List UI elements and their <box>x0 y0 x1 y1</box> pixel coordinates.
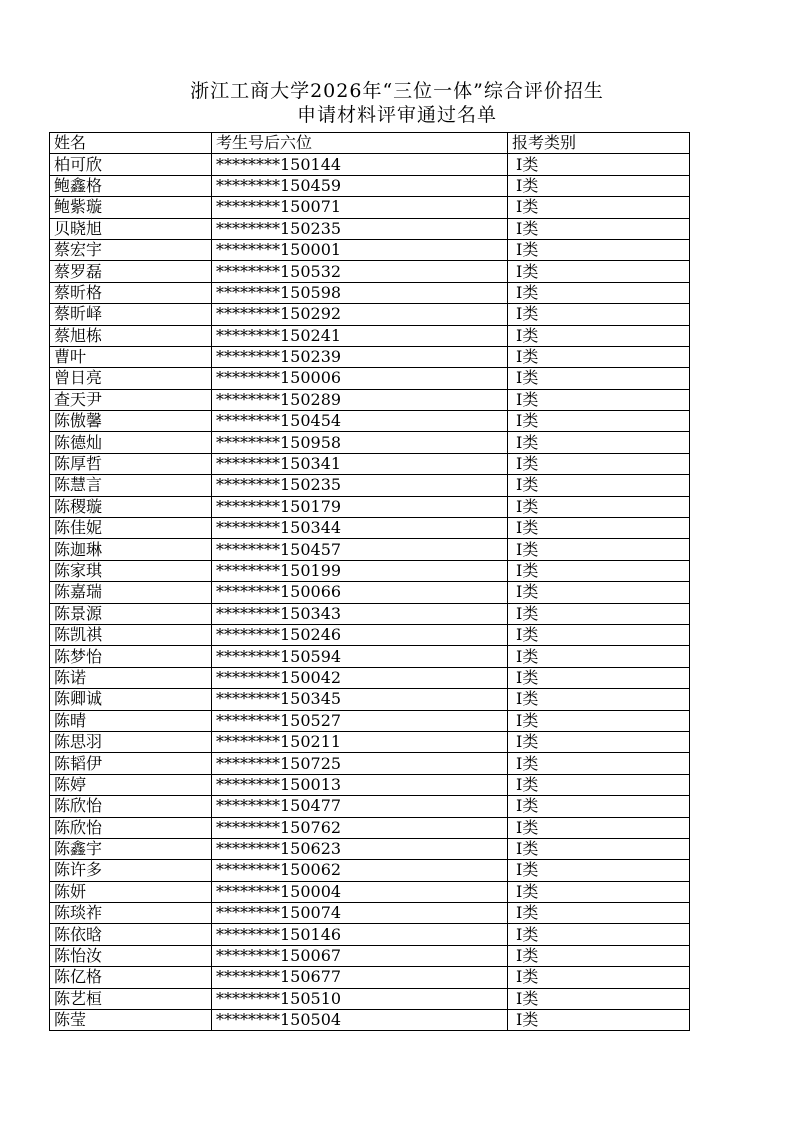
student-name-cell: 陈景源 <box>50 603 212 624</box>
table-row <box>50 389 690 410</box>
exam-id-cell: ********150457 <box>212 539 508 560</box>
student-name-cell: 陈佳妮 <box>50 518 212 539</box>
category-cell: Ⅰ类 <box>508 496 690 517</box>
exam-id-cell: ********150067 <box>212 945 508 966</box>
category-cell: Ⅰ类 <box>508 432 690 453</box>
student-name-cell: 蔡罗磊 <box>50 261 212 282</box>
category-cell: Ⅰ类 <box>508 411 690 432</box>
category-cell: Ⅰ类 <box>508 967 690 988</box>
student-name-cell: 鲍紫璇 <box>50 197 212 218</box>
table-row <box>50 903 690 924</box>
table-row <box>50 667 690 688</box>
category-cell: Ⅰ类 <box>508 346 690 367</box>
category-cell: Ⅰ类 <box>508 218 690 239</box>
table-row <box>50 945 690 966</box>
exam-id-cell: ********150074 <box>212 903 508 924</box>
exam-id-cell: ********150001 <box>212 239 508 260</box>
category-cell: Ⅰ类 <box>508 282 690 303</box>
header-category: 报考类别 <box>508 133 690 154</box>
category-cell: Ⅰ类 <box>508 518 690 539</box>
table-row <box>50 796 690 817</box>
table-row <box>50 1010 690 1031</box>
student-name-cell: 陈思羽 <box>50 731 212 752</box>
exam-id-cell: ********150459 <box>212 175 508 196</box>
exam-id-cell: ********150527 <box>212 710 508 731</box>
table-row <box>50 304 690 325</box>
student-name-cell: 陈厚哲 <box>50 453 212 474</box>
table-row <box>50 346 690 367</box>
exam-id-cell: ********150179 <box>212 496 508 517</box>
student-name-cell: 查天尹 <box>50 389 212 410</box>
exam-id-cell: ********150504 <box>212 1010 508 1031</box>
exam-id-cell: ********150289 <box>212 389 508 410</box>
exam-id-cell: ********150343 <box>212 603 508 624</box>
category-cell: Ⅰ类 <box>508 261 690 282</box>
exam-id-cell: ********150246 <box>212 624 508 645</box>
category-cell: Ⅰ类 <box>508 710 690 731</box>
category-cell: Ⅰ类 <box>508 774 690 795</box>
exam-id-cell: ********150071 <box>212 197 508 218</box>
exam-id-cell: ********150013 <box>212 774 508 795</box>
category-cell: Ⅰ类 <box>508 475 690 496</box>
student-name-cell: 柏可欣 <box>50 154 212 175</box>
category-cell: Ⅰ类 <box>508 838 690 859</box>
exam-id-cell: ********150477 <box>212 796 508 817</box>
document-subtitle: 申请材料评审通过名单 <box>296 104 497 126</box>
exam-id-cell: ********150144 <box>212 154 508 175</box>
category-cell: Ⅰ类 <box>508 368 690 389</box>
exam-id-cell: ********150239 <box>212 346 508 367</box>
exam-id-cell: ********150235 <box>212 218 508 239</box>
table-row <box>50 282 690 303</box>
student-name-cell: 陈婷 <box>50 774 212 795</box>
category-cell: Ⅰ类 <box>508 603 690 624</box>
table-row <box>50 218 690 239</box>
table-row <box>50 261 690 282</box>
table-row <box>50 860 690 881</box>
table-row <box>50 432 690 453</box>
exam-id-cell: ********150066 <box>212 582 508 603</box>
header-exam-id: 考生号后六位 <box>212 133 508 154</box>
student-name-cell: 陈鑫宇 <box>50 838 212 859</box>
student-name-cell: 陈德灿 <box>50 432 212 453</box>
student-name-cell: 曾日亮 <box>50 368 212 389</box>
student-name-cell: 陈梦怡 <box>50 646 212 667</box>
exam-id-cell: ********150062 <box>212 860 508 881</box>
student-name-cell: 陈晴 <box>50 710 212 731</box>
category-cell: Ⅰ类 <box>508 731 690 752</box>
category-cell: Ⅰ类 <box>508 304 690 325</box>
category-cell: Ⅰ类 <box>508 817 690 838</box>
table-body <box>50 154 690 1031</box>
student-name-cell: 陈嘉瑞 <box>50 582 212 603</box>
category-cell: Ⅰ类 <box>508 646 690 667</box>
student-name-cell: 陈艺桓 <box>50 988 212 1009</box>
student-name-cell: 蔡昕峄 <box>50 304 212 325</box>
student-name-cell: 蔡宏宇 <box>50 239 212 260</box>
table-row <box>50 710 690 731</box>
exam-id-cell: ********150725 <box>212 753 508 774</box>
table-row <box>50 582 690 603</box>
student-name-cell: 陈慧言 <box>50 475 212 496</box>
category-cell: Ⅰ类 <box>508 175 690 196</box>
table-row <box>50 239 690 260</box>
category-cell: Ⅰ类 <box>508 1010 690 1031</box>
student-name-cell: 陈稷璇 <box>50 496 212 517</box>
category-cell: Ⅰ类 <box>508 539 690 560</box>
student-name-cell: 鲍鑫格 <box>50 175 212 196</box>
exam-id-cell: ********150146 <box>212 924 508 945</box>
category-cell: Ⅰ类 <box>508 624 690 645</box>
student-name-cell: 蔡旭栋 <box>50 325 212 346</box>
student-name-cell: 陈许多 <box>50 860 212 881</box>
table-row <box>50 325 690 346</box>
student-name-cell: 陈妍 <box>50 881 212 902</box>
student-name-cell: 陈卿诚 <box>50 689 212 710</box>
table-row <box>50 624 690 645</box>
exam-id-cell: ********150341 <box>212 453 508 474</box>
table-row <box>50 411 690 432</box>
student-name-cell: 陈韬伊 <box>50 753 212 774</box>
category-cell: Ⅰ类 <box>508 753 690 774</box>
admission-list-table <box>49 132 690 1031</box>
student-name-cell: 蔡昕格 <box>50 282 212 303</box>
category-cell: Ⅰ类 <box>508 560 690 581</box>
exam-id-cell: ********150292 <box>212 304 508 325</box>
table-header-row <box>50 133 690 154</box>
category-cell: Ⅰ类 <box>508 860 690 881</box>
student-name-cell: 陈凯祺 <box>50 624 212 645</box>
table-row <box>50 817 690 838</box>
exam-id-cell: ********150677 <box>212 967 508 988</box>
exam-id-cell: ********150762 <box>212 817 508 838</box>
table-row <box>50 368 690 389</box>
header-name: 姓名 <box>50 133 212 154</box>
student-name-cell: 陈诺 <box>50 667 212 688</box>
student-name-cell: 陈欣怡 <box>50 796 212 817</box>
table-row <box>50 881 690 902</box>
student-name-cell: 贝晓旭 <box>50 218 212 239</box>
table-row <box>50 518 690 539</box>
category-cell: Ⅰ类 <box>508 945 690 966</box>
student-name-cell: 陈琰祚 <box>50 903 212 924</box>
student-name-cell: 陈莹 <box>50 1010 212 1031</box>
category-cell: Ⅰ类 <box>508 154 690 175</box>
exam-id-cell: ********150598 <box>212 282 508 303</box>
exam-id-cell: ********150211 <box>212 731 508 752</box>
table-row <box>50 560 690 581</box>
student-name-cell: 陈家琪 <box>50 560 212 581</box>
exam-id-cell: ********150594 <box>212 646 508 667</box>
exam-id-cell: ********150344 <box>212 518 508 539</box>
table-row <box>50 924 690 945</box>
table-row <box>50 753 690 774</box>
category-cell: Ⅰ类 <box>508 582 690 603</box>
student-name-cell: 陈依晗 <box>50 924 212 945</box>
exam-id-cell: ********150510 <box>212 988 508 1009</box>
exam-id-cell: ********150623 <box>212 838 508 859</box>
table-row <box>50 838 690 859</box>
student-name-cell: 曹叶 <box>50 346 212 367</box>
exam-id-cell: ********150958 <box>212 432 508 453</box>
student-name-cell: 陈亿格 <box>50 967 212 988</box>
category-cell: Ⅰ类 <box>508 988 690 1009</box>
category-cell: Ⅰ类 <box>508 903 690 924</box>
table-row <box>50 603 690 624</box>
category-cell: Ⅰ类 <box>508 796 690 817</box>
category-cell: Ⅰ类 <box>508 881 690 902</box>
table-row <box>50 154 690 175</box>
table-row <box>50 496 690 517</box>
exam-id-cell: ********150042 <box>212 667 508 688</box>
exam-id-cell: ********150532 <box>212 261 508 282</box>
table-row <box>50 967 690 988</box>
table-row <box>50 731 690 752</box>
category-cell: Ⅰ类 <box>508 453 690 474</box>
category-cell: Ⅰ类 <box>508 239 690 260</box>
table-row <box>50 988 690 1009</box>
category-cell: Ⅰ类 <box>508 924 690 945</box>
category-cell: Ⅰ类 <box>508 389 690 410</box>
table-row <box>50 175 690 196</box>
table-row <box>50 453 690 474</box>
table-row <box>50 774 690 795</box>
exam-id-cell: ********150235 <box>212 475 508 496</box>
table-row <box>50 539 690 560</box>
category-cell: Ⅰ类 <box>508 325 690 346</box>
table-row <box>50 646 690 667</box>
table-row <box>50 197 690 218</box>
table-row <box>50 475 690 496</box>
table-row <box>50 689 690 710</box>
student-name-cell: 陈迦琳 <box>50 539 212 560</box>
exam-id-cell: ********150006 <box>212 368 508 389</box>
document-title: 浙江工商大学2026年“三位一体”综合评价招生 <box>190 80 604 102</box>
exam-id-cell: ********150004 <box>212 881 508 902</box>
exam-id-cell: ********150199 <box>212 560 508 581</box>
student-name-cell: 陈傲馨 <box>50 411 212 432</box>
exam-id-cell: ********150454 <box>212 411 508 432</box>
student-name-cell: 陈怡汝 <box>50 945 212 966</box>
exam-id-cell: ********150345 <box>212 689 508 710</box>
category-cell: Ⅰ类 <box>508 197 690 218</box>
category-cell: Ⅰ类 <box>508 667 690 688</box>
category-cell: Ⅰ类 <box>508 689 690 710</box>
exam-id-cell: ********150241 <box>212 325 508 346</box>
student-name-cell: 陈欣怡 <box>50 817 212 838</box>
